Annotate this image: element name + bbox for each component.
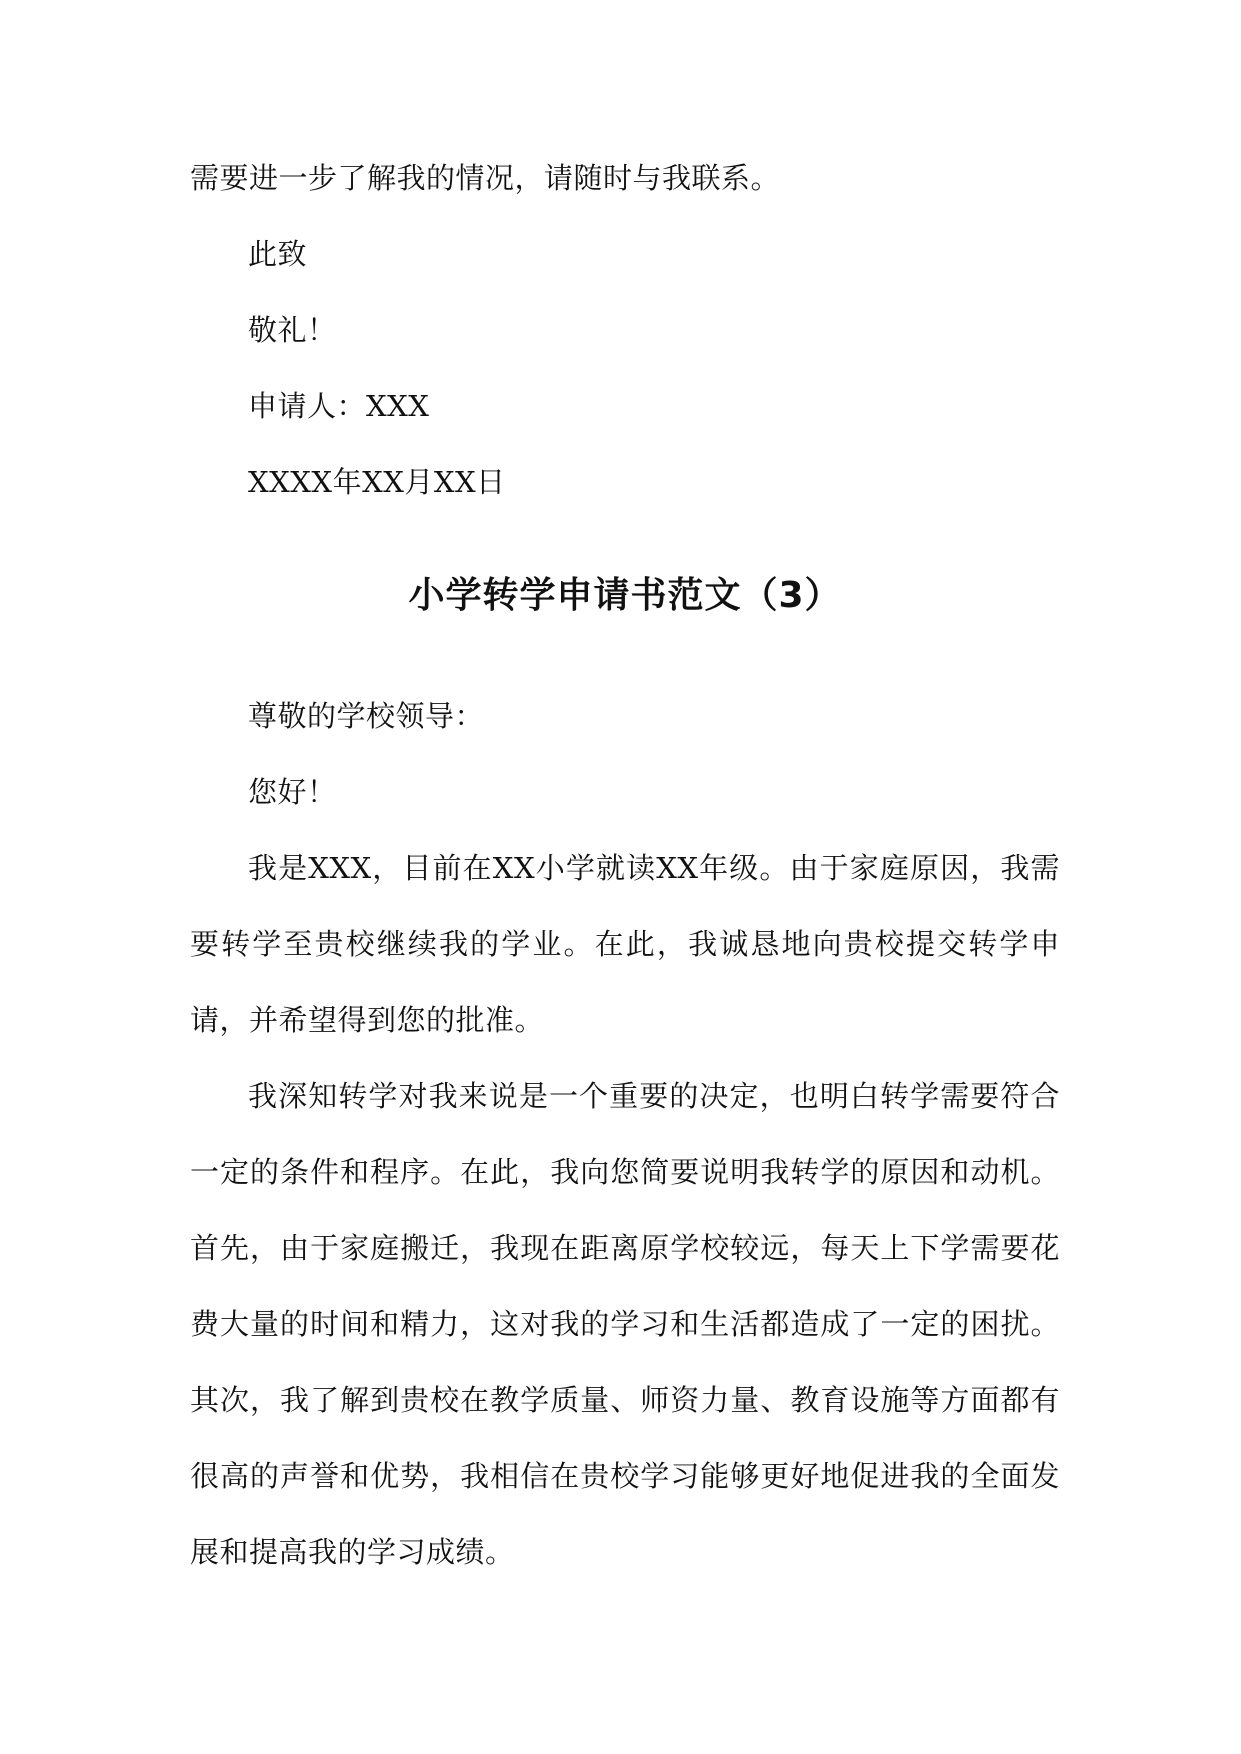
paragraph-continuation: 需要进一步了解我的情况，请随时与我联系。 (190, 161, 781, 195)
closing-date: XXXX年XX月XX日 (248, 465, 506, 499)
closing-respect: 敬礼！ (248, 313, 337, 347)
document-body (190, 140, 1060, 1590)
letter-greeting: 尊敬的学校领导： (248, 699, 485, 733)
section-title: 小学转学申请书范文（3） (408, 575, 842, 616)
closing-applicant: 申请人：XXX (248, 389, 430, 423)
letter-hello: 您好！ (248, 775, 337, 809)
letter-paragraph-1: 我是XXX，目前在XX小学就读XX年级。由于家庭原因，我需要转学至贵校继续我的学业。在此，我诚恳地向贵校提交转学申请，并希望得到您的批准。 (190, 851, 1060, 1037)
letter-paragraph-2: 我深知转学对我来说是一个重要的决定，也明白转学需要符合一定的条件和程序。在此，我向您简要说明我转学的原因和动机。首先，由于家庭搬迁，我现在距离原学校较远，每天上下学需要花费大量的时间和精力，这对我的学习和生活都造成了一定的困扰。其次，我了解到贵校在教学质量、师资力量、教育设施等方面都有很高的声誉和优势，我相信在贵校学习能够更好地促进我的全面发展和提高我的学习成绩。 (190, 1079, 1060, 1569)
closing-salutation: 此致 (248, 237, 308, 271)
